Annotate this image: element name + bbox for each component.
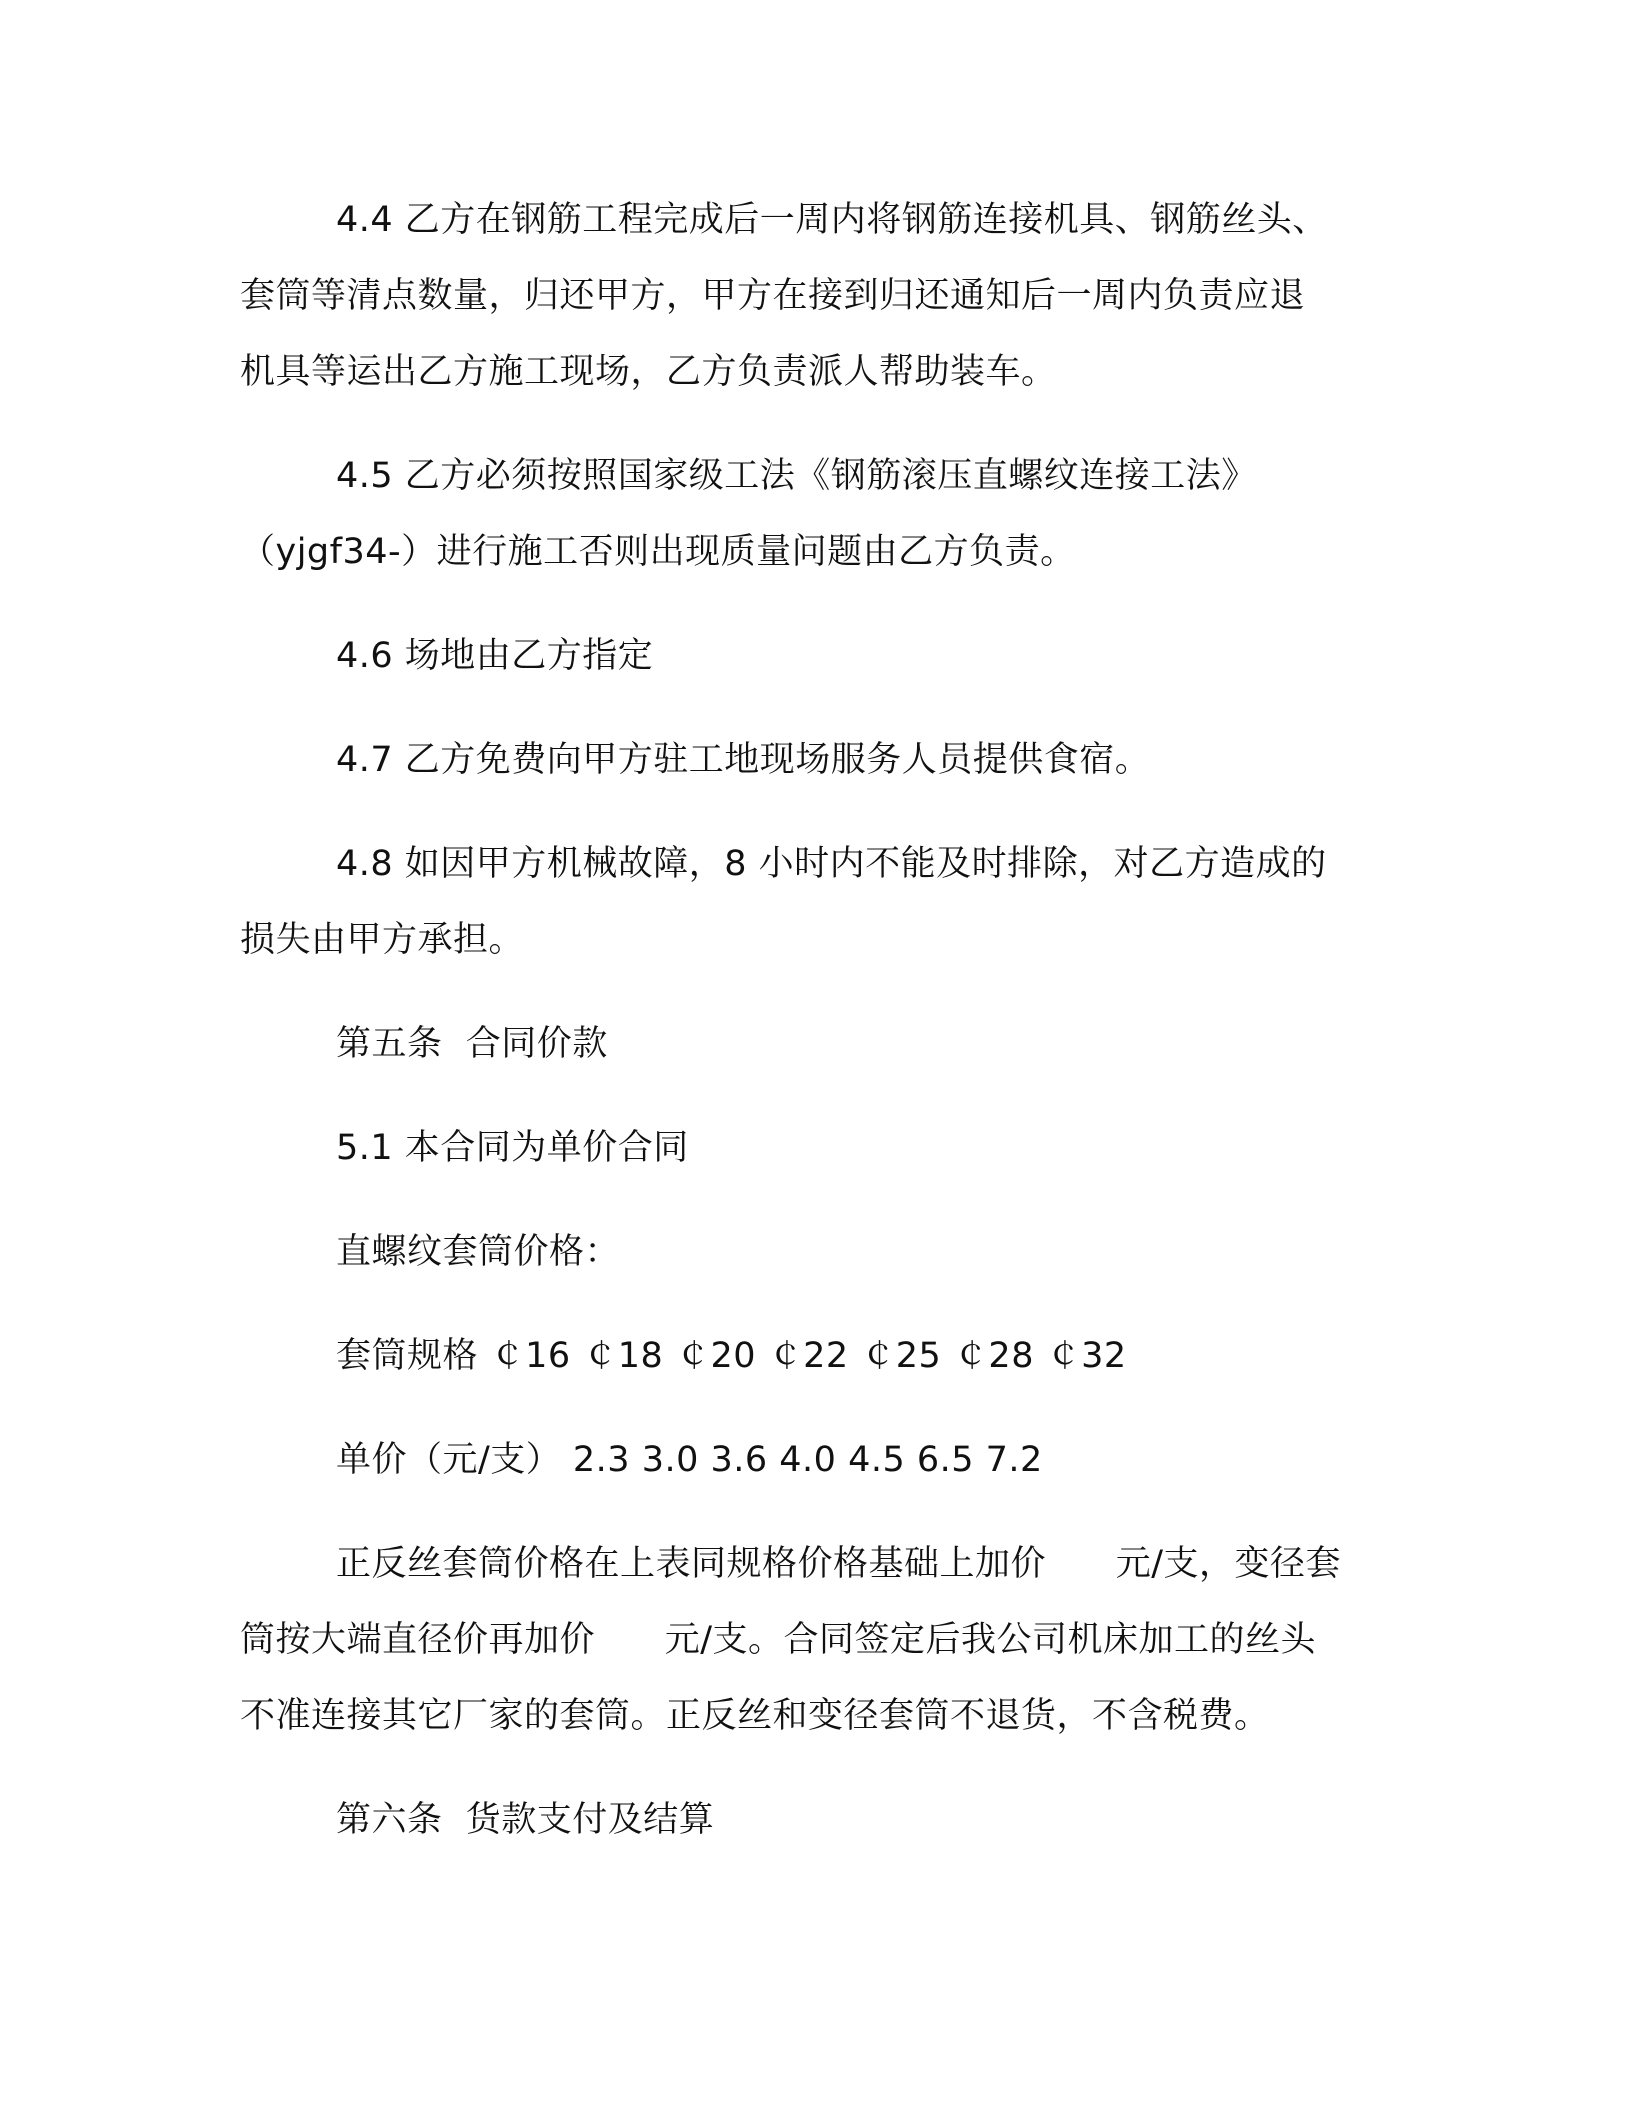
clause-4-6: 4.6 场地由乙方指定	[336, 636, 654, 676]
clause-4-4-line-2: 套筒等清点数量，归还甲方，甲方在接到归还通知后一周内负责应退	[240, 276, 1306, 316]
price-note-line-2: 筒按大端直径价再加价 元/支。合同签定后我公司机床加工的丝头	[240, 1620, 1317, 1660]
unit-price-row: 单价（元/支） 2.3 3.0 3.6 4.0 4.5 6.5 7.2	[336, 1440, 1043, 1480]
sleeve-price-heading: 直螺纹套筒价格：	[336, 1232, 621, 1272]
price-note-line-1: 正反丝套筒价格在上表同规格价格基础上加价 元/支，变径套	[336, 1544, 1342, 1584]
clause-4-4-line-1: 4.4 乙方在钢筋工程完成后一周内将钢筋连接机具、钢筋丝头、	[336, 200, 1328, 240]
clause-4-8-line-1: 4.8 如因甲方机械故障，8 小时内不能及时排除，对乙方造成的	[336, 844, 1327, 884]
article-6-heading: 第六条 货款支付及结算	[336, 1800, 715, 1840]
clause-4-4-line-3: 机具等运出乙方施工现场，乙方负责派人帮助装车。	[240, 352, 1057, 392]
article-5-heading: 第五条 合同价款	[336, 1024, 608, 1064]
clause-4-8-line-2: 损失由甲方承担。	[240, 920, 525, 960]
price-note-line-3: 不准连接其它厂家的套筒。正反丝和变径套筒不退货，不含税费。	[240, 1696, 1270, 1736]
clause-4-7: 4.7 乙方免费向甲方驻工地现场服务人员提供食宿。	[336, 740, 1151, 780]
sleeve-spec-row: 套筒规格 ￠16 ￠18 ￠20 ￠22 ￠25 ￠28 ￠32	[336, 1336, 1127, 1376]
clause-4-5-line-1: 4.5 乙方必须按照国家级工法《钢筋滚压直螺纹连接工法》	[336, 456, 1257, 496]
clause-5-1: 5.1 本合同为单价合同	[336, 1128, 689, 1168]
clause-4-5-line-2: （yjgf34-）进行施工否则出现质量问题由乙方负责。	[240, 532, 1076, 572]
